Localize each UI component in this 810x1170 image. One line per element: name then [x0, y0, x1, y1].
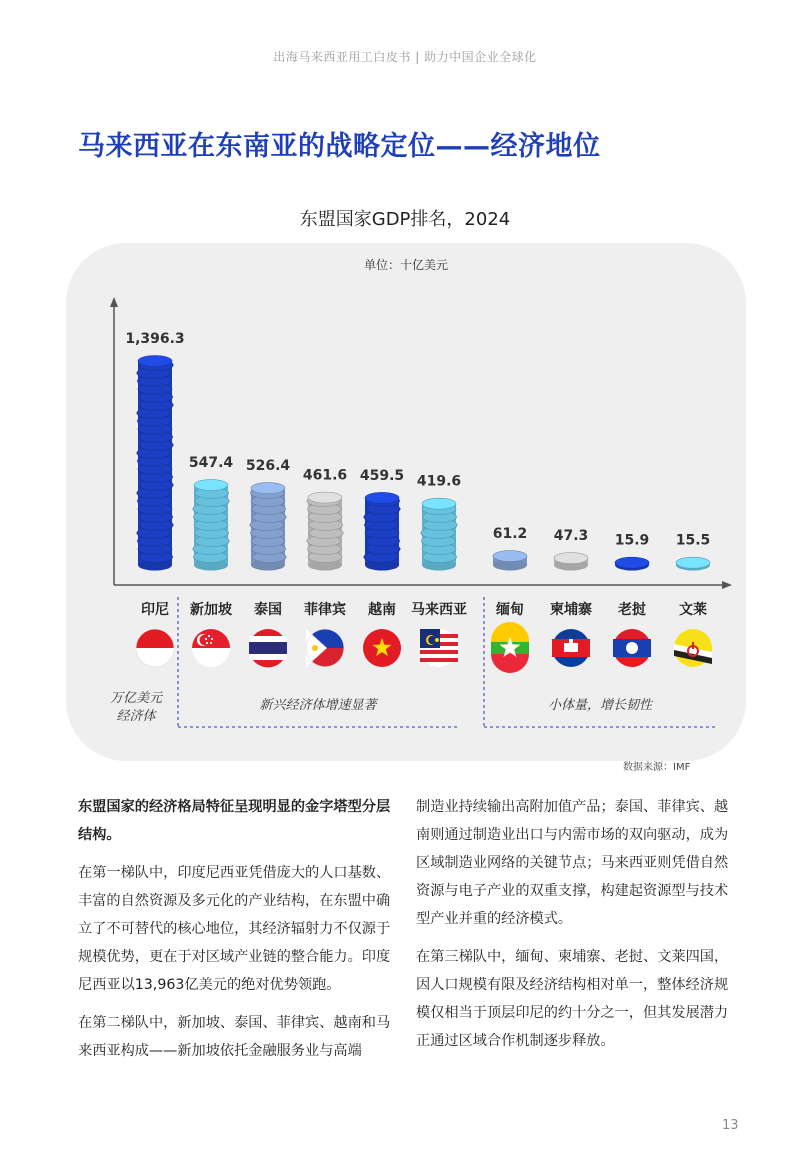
value-label-5: 459.5 — [359, 467, 405, 484]
flag-thailand — [249, 629, 287, 667]
flag-vietnam — [363, 629, 401, 667]
text-column-left — [78, 793, 400, 1075]
value-label-3: 526.4 — [245, 458, 291, 475]
group-label-2: 新兴经济体增速显著 — [259, 698, 377, 713]
flag-myanmar — [491, 622, 529, 673]
value-label-7: 61.2 — [492, 526, 528, 543]
category-label-10: 文莱 — [679, 602, 707, 618]
group-label-1b: 经济体 — [116, 709, 156, 724]
category-label-6: 马来西亚 — [411, 602, 467, 618]
bar-2 — [193, 480, 229, 571]
group-label-3: 小体量，增长韧性 — [547, 698, 653, 713]
value-label-1: 1,396.3 — [125, 331, 185, 347]
page-title: 马来西亚在东南亚的战略定位——经济地位 — [78, 131, 601, 162]
flag-singapore — [192, 629, 230, 667]
bar-3 — [250, 483, 286, 571]
value-label-10: 15.5 — [675, 532, 711, 549]
bar-7 — [493, 551, 527, 571]
page-number: 13 — [722, 1118, 739, 1133]
text-column-right — [416, 793, 742, 1065]
paragraph-2: 在第二梯队中，新加坡、泰国、菲律宾、越南和马来西亚构成——新加坡依托金融服务业与高端 — [78, 1015, 391, 1059]
category-labels — [141, 601, 707, 618]
flag-malaysia — [420, 629, 458, 667]
flag-brunei — [674, 629, 712, 667]
category-label-2: 新加坡 — [190, 602, 232, 618]
value-label-6: 419.6 — [416, 473, 462, 490]
value-label-2: 547.4 — [188, 455, 234, 472]
bar-9 — [615, 557, 649, 570]
flag-indonesia — [136, 629, 174, 667]
bar-4 — [307, 492, 343, 570]
category-label-1: 印尼 — [141, 602, 169, 618]
flag-laos — [613, 629, 651, 667]
group-label-1a: 万亿美元 — [109, 691, 163, 706]
bar-10 — [676, 557, 710, 570]
gdp-chart — [66, 243, 746, 761]
value-label-9: 15.9 — [614, 532, 650, 549]
category-label-9: 老挝 — [618, 602, 646, 618]
bar-5 — [364, 492, 400, 570]
category-label-8: 柬埔寨 — [550, 602, 592, 618]
bar-8 — [554, 553, 588, 571]
flags — [136, 622, 712, 673]
y-axis-arrow — [110, 297, 118, 307]
category-label-4: 菲律宾 — [304, 602, 346, 618]
value-label-8: 47.3 — [553, 528, 589, 545]
category-label-5: 越南 — [368, 602, 396, 618]
bar-1 — [137, 356, 173, 571]
unit-label: 单位：十亿美元 — [363, 258, 449, 272]
chart-title: 东盟国家GDP排名，2024 — [299, 209, 511, 230]
flag-cambodia — [552, 629, 590, 667]
x-axis-arrow — [722, 581, 732, 589]
category-label-3: 泰国 — [254, 602, 282, 618]
paragraph-4: 在第三梯队中，缅甸、柬埔寨、老挝、文莱四国，因人口规模有限及经济结构相对单一，整体经济规模仅相当于顶层印尼的约十分之一，但其发展潜力正通过区域合作机制逐步释放。 — [416, 949, 729, 1049]
page-header: 出海马来西亚用工白皮书 | 助力中国企业全球化 — [273, 50, 537, 64]
category-label-7: 缅甸 — [496, 602, 524, 618]
value-label-4: 461.6 — [302, 467, 348, 484]
data-source: 数据来源：IMF — [623, 762, 691, 773]
lead-paragraph: 东盟国家的经济格局特征呈现明显的金字塔型分层结构。 — [78, 799, 391, 843]
bar-6 — [421, 498, 457, 570]
paragraph-3: 制造业持续输出高附加值产品；泰国、菲律宾、越南则通过制造业出口与内需市场的双向驱动，成为区域制造业网络的关键节点；马来西亚则凭借自然资源与电子产业的双重支撑，构建起资源型与技术型产业并重的经济模式。 — [416, 799, 729, 927]
flag-philippines — [306, 629, 344, 667]
paragraph-1: 在第一梯队中，印度尼西亚凭借庞大的人口基数、丰富的自然资源及多元化的产业结构，在东盟中确立了不可替代的核心地位，其经济辐射力不仅源于规模优势，更在于对区域产业链的整合能力。印度尼西亚以13,963亿美元的绝对优势领跑。 — [78, 865, 391, 993]
